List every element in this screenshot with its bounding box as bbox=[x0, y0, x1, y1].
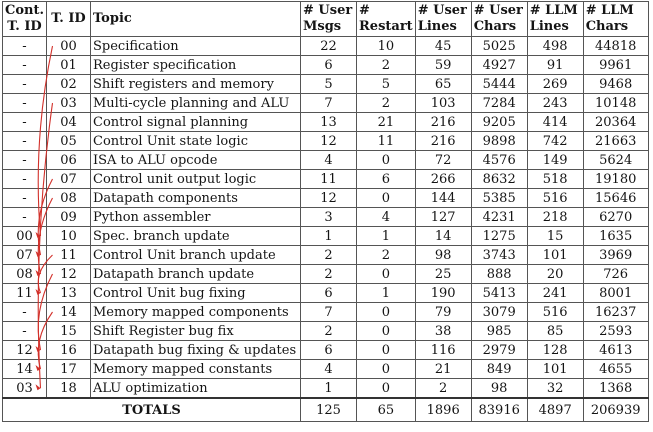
cell-restart: 11 bbox=[357, 132, 416, 151]
cell-restart: 2 bbox=[357, 94, 416, 113]
header-user-msgs: # User Msgs bbox=[301, 2, 357, 37]
cell-llm-lines: 218 bbox=[527, 208, 583, 227]
header-user-chars: # User Chars bbox=[471, 2, 527, 37]
cell-user-lines: 45 bbox=[415, 37, 471, 56]
table-row bbox=[3, 322, 649, 341]
cell-topic: Python assembler bbox=[91, 208, 301, 227]
cell-llm-lines: 15 bbox=[527, 227, 583, 246]
cell-tid: 17 bbox=[47, 360, 91, 379]
table-row bbox=[3, 246, 649, 265]
cell-llm-chars: 21663 bbox=[583, 132, 648, 151]
cell-user-lines: 59 bbox=[415, 56, 471, 75]
cell-cont-tid: 07 bbox=[3, 246, 47, 265]
cell-user-chars: 9898 bbox=[471, 132, 527, 151]
cell-topic: Shift registers and memory bbox=[91, 75, 301, 94]
cell-user-msgs: 12 bbox=[301, 132, 357, 151]
cell-topic: Control Unit branch update bbox=[91, 246, 301, 265]
cell-topic: Control Unit bug fixing bbox=[91, 284, 301, 303]
cell-user-lines: 25 bbox=[415, 265, 471, 284]
cell-topic: Spec. branch update bbox=[91, 227, 301, 246]
cell-user-lines: 65 bbox=[415, 75, 471, 94]
cell-tid: 03 bbox=[47, 94, 91, 113]
cell-user-chars: 3079 bbox=[471, 303, 527, 322]
cell-tid: 14 bbox=[47, 303, 91, 322]
cell-tid: 18 bbox=[47, 379, 91, 399]
cell-cont-tid: 08 bbox=[3, 265, 47, 284]
cell-user-lines: 144 bbox=[415, 189, 471, 208]
table-row bbox=[3, 151, 649, 170]
cell-restart: 0 bbox=[357, 303, 416, 322]
cell-cont-tid: - bbox=[3, 208, 47, 227]
cell-llm-lines: 498 bbox=[527, 37, 583, 56]
cell-user-lines: 2 bbox=[415, 379, 471, 399]
header-llm-chars: # LLM Chars bbox=[583, 2, 648, 37]
cell-topic: Register specification bbox=[91, 56, 301, 75]
cell-llm-lines: 414 bbox=[527, 113, 583, 132]
cell-llm-lines: 101 bbox=[527, 360, 583, 379]
cell-user-chars: 5385 bbox=[471, 189, 527, 208]
cell-llm-lines: 241 bbox=[527, 284, 583, 303]
cell-restart: 0 bbox=[357, 379, 416, 399]
cell-tid: 11 bbox=[47, 246, 91, 265]
cell-llm-chars: 6270 bbox=[583, 208, 648, 227]
cell-user-chars: 1275 bbox=[471, 227, 527, 246]
cell-user-msgs: 6 bbox=[301, 284, 357, 303]
cell-topic: ISA to ALU opcode bbox=[91, 151, 301, 170]
cell-user-chars: 4576 bbox=[471, 151, 527, 170]
cell-restart: 0 bbox=[357, 360, 416, 379]
cell-user-msgs: 5 bbox=[301, 75, 357, 94]
cell-user-lines: 98 bbox=[415, 246, 471, 265]
cell-user-chars: 7284 bbox=[471, 94, 527, 113]
cell-restart: 10 bbox=[357, 37, 416, 56]
cell-llm-lines: 742 bbox=[527, 132, 583, 151]
cell-tid: 01 bbox=[47, 56, 91, 75]
cell-user-lines: 190 bbox=[415, 284, 471, 303]
cell-user-msgs: 4 bbox=[301, 151, 357, 170]
cell-tid: 13 bbox=[47, 284, 91, 303]
cell-user-chars: 2979 bbox=[471, 341, 527, 360]
header-llm-lines: # LLM Lines bbox=[527, 2, 583, 37]
cell-user-lines: 72 bbox=[415, 151, 471, 170]
table-row bbox=[3, 132, 649, 151]
header-restart: # Restart bbox=[357, 2, 416, 37]
cell-llm-lines: 516 bbox=[527, 303, 583, 322]
cell-cont-tid: - bbox=[3, 322, 47, 341]
cell-user-lines: 38 bbox=[415, 322, 471, 341]
table-row bbox=[3, 113, 649, 132]
cell-user-chars: 9205 bbox=[471, 113, 527, 132]
table-row bbox=[3, 341, 649, 360]
table-container bbox=[2, 1, 649, 422]
cell-restart: 0 bbox=[357, 265, 416, 284]
totals-user-lines: 1896 bbox=[415, 398, 471, 422]
cell-topic: Control unit output logic bbox=[91, 170, 301, 189]
cell-restart: 1 bbox=[357, 227, 416, 246]
cell-topic: Memory mapped components bbox=[91, 303, 301, 322]
cell-tid: 00 bbox=[47, 37, 91, 56]
table-row bbox=[3, 189, 649, 208]
table-row bbox=[3, 284, 649, 303]
cell-user-msgs: 1 bbox=[301, 379, 357, 399]
totals-llm-lines: 4897 bbox=[527, 398, 583, 422]
cell-user-msgs: 3 bbox=[301, 208, 357, 227]
cell-llm-chars: 726 bbox=[583, 265, 648, 284]
cell-tid: 08 bbox=[47, 189, 91, 208]
cell-user-chars: 985 bbox=[471, 322, 527, 341]
cell-tid: 12 bbox=[47, 265, 91, 284]
header-row bbox=[3, 2, 649, 37]
cell-user-msgs: 1 bbox=[301, 227, 357, 246]
totals-user-msgs: 125 bbox=[301, 398, 357, 422]
cell-llm-lines: 149 bbox=[527, 151, 583, 170]
header-user-lines: # User Lines bbox=[415, 2, 471, 37]
cell-llm-chars: 9468 bbox=[583, 75, 648, 94]
cell-user-lines: 103 bbox=[415, 94, 471, 113]
cell-llm-chars: 10148 bbox=[583, 94, 648, 113]
cell-user-chars: 4231 bbox=[471, 208, 527, 227]
cell-user-msgs: 22 bbox=[301, 37, 357, 56]
cell-llm-chars: 44818 bbox=[583, 37, 648, 56]
cell-user-lines: 127 bbox=[415, 208, 471, 227]
cell-restart: 2 bbox=[357, 56, 416, 75]
table-row bbox=[3, 360, 649, 379]
cell-restart: 0 bbox=[357, 322, 416, 341]
cell-cont-tid: - bbox=[3, 189, 47, 208]
cell-user-chars: 5444 bbox=[471, 75, 527, 94]
cell-llm-lines: 101 bbox=[527, 246, 583, 265]
cell-llm-lines: 20 bbox=[527, 265, 583, 284]
cell-restart: 5 bbox=[357, 75, 416, 94]
cell-topic: Datapath components bbox=[91, 189, 301, 208]
cell-cont-tid: - bbox=[3, 75, 47, 94]
cell-cont-tid: - bbox=[3, 303, 47, 322]
cell-restart: 2 bbox=[357, 246, 416, 265]
cell-user-chars: 3743 bbox=[471, 246, 527, 265]
cell-tid: 04 bbox=[47, 113, 91, 132]
table-row bbox=[3, 265, 649, 284]
data-table bbox=[2, 1, 649, 422]
cell-llm-chars: 20364 bbox=[583, 113, 648, 132]
table-row bbox=[3, 227, 649, 246]
table-row bbox=[3, 170, 649, 189]
table-row bbox=[3, 379, 649, 399]
cell-user-lines: 79 bbox=[415, 303, 471, 322]
cell-llm-chars: 4613 bbox=[583, 341, 648, 360]
cell-cont-tid: 14 bbox=[3, 360, 47, 379]
cell-topic: Control Unit state logic bbox=[91, 132, 301, 151]
totals-label: TOTALS bbox=[3, 398, 301, 422]
table-row bbox=[3, 94, 649, 113]
cell-llm-chars: 19180 bbox=[583, 170, 648, 189]
cell-cont-tid: - bbox=[3, 113, 47, 132]
cell-tid: 09 bbox=[47, 208, 91, 227]
cell-cont-tid: - bbox=[3, 94, 47, 113]
cell-tid: 15 bbox=[47, 322, 91, 341]
cell-llm-chars: 15646 bbox=[583, 189, 648, 208]
cell-user-msgs: 11 bbox=[301, 170, 357, 189]
cell-user-msgs: 13 bbox=[301, 113, 357, 132]
cell-user-chars: 4927 bbox=[471, 56, 527, 75]
cell-cont-tid: - bbox=[3, 151, 47, 170]
cell-tid: 05 bbox=[47, 132, 91, 151]
cell-user-lines: 216 bbox=[415, 113, 471, 132]
cell-user-msgs: 7 bbox=[301, 94, 357, 113]
table-row bbox=[3, 303, 649, 322]
cell-cont-tid: 12 bbox=[3, 341, 47, 360]
cell-topic: Shift Register bug fix bbox=[91, 322, 301, 341]
cell-llm-lines: 243 bbox=[527, 94, 583, 113]
cell-llm-chars: 1635 bbox=[583, 227, 648, 246]
cell-user-chars: 888 bbox=[471, 265, 527, 284]
cell-user-msgs: 12 bbox=[301, 189, 357, 208]
cell-topic: Memory mapped constants bbox=[91, 360, 301, 379]
cell-restart: 6 bbox=[357, 170, 416, 189]
cell-llm-chars: 16237 bbox=[583, 303, 648, 322]
cell-topic: Datapath branch update bbox=[91, 265, 301, 284]
cell-llm-lines: 516 bbox=[527, 189, 583, 208]
cell-restart: 21 bbox=[357, 113, 416, 132]
header-topic: Topic bbox=[91, 2, 301, 37]
cell-user-lines: 216 bbox=[415, 132, 471, 151]
cell-user-chars: 5413 bbox=[471, 284, 527, 303]
cell-cont-tid: 00 bbox=[3, 227, 47, 246]
cell-topic: ALU optimization bbox=[91, 379, 301, 399]
cell-tid: 10 bbox=[47, 227, 91, 246]
cell-user-chars: 98 bbox=[471, 379, 527, 399]
cell-llm-lines: 269 bbox=[527, 75, 583, 94]
cell-user-msgs: 6 bbox=[301, 56, 357, 75]
cell-cont-tid: - bbox=[3, 37, 47, 56]
table-row bbox=[3, 56, 649, 75]
cell-llm-lines: 85 bbox=[527, 322, 583, 341]
table-row bbox=[3, 37, 649, 56]
cell-restart: 1 bbox=[357, 284, 416, 303]
header-cont-tid: Cont. T. ID bbox=[3, 2, 47, 37]
cell-user-msgs: 2 bbox=[301, 322, 357, 341]
cell-cont-tid: - bbox=[3, 132, 47, 151]
cell-topic: Datapath bug fixing & updates bbox=[91, 341, 301, 360]
totals-user-chars: 83916 bbox=[471, 398, 527, 422]
cell-user-chars: 8632 bbox=[471, 170, 527, 189]
cell-llm-chars: 5624 bbox=[583, 151, 648, 170]
cell-restart: 4 bbox=[357, 208, 416, 227]
table-row bbox=[3, 208, 649, 227]
totals-llm-chars: 206939 bbox=[583, 398, 648, 422]
cell-llm-chars: 9961 bbox=[583, 56, 648, 75]
cell-user-msgs: 7 bbox=[301, 303, 357, 322]
cell-user-chars: 849 bbox=[471, 360, 527, 379]
cell-llm-lines: 91 bbox=[527, 56, 583, 75]
cell-llm-chars: 2593 bbox=[583, 322, 648, 341]
cell-user-msgs: 4 bbox=[301, 360, 357, 379]
cell-restart: 0 bbox=[357, 341, 416, 360]
cell-user-msgs: 2 bbox=[301, 246, 357, 265]
cell-user-chars: 5025 bbox=[471, 37, 527, 56]
cell-topic: Specification bbox=[91, 37, 301, 56]
cell-topic: Control signal planning bbox=[91, 113, 301, 132]
cell-llm-chars: 3969 bbox=[583, 246, 648, 265]
cell-user-msgs: 6 bbox=[301, 341, 357, 360]
cell-cont-tid: - bbox=[3, 56, 47, 75]
cell-restart: 0 bbox=[357, 151, 416, 170]
cell-topic: Multi-cycle planning and ALU bbox=[91, 94, 301, 113]
cell-tid: 06 bbox=[47, 151, 91, 170]
cell-user-lines: 14 bbox=[415, 227, 471, 246]
cell-llm-chars: 4655 bbox=[583, 360, 648, 379]
totals-restart: 65 bbox=[357, 398, 416, 422]
cell-user-lines: 266 bbox=[415, 170, 471, 189]
cell-llm-lines: 32 bbox=[527, 379, 583, 399]
cell-llm-lines: 128 bbox=[527, 341, 583, 360]
totals-row bbox=[3, 398, 649, 422]
cell-tid: 02 bbox=[47, 75, 91, 94]
cell-user-lines: 116 bbox=[415, 341, 471, 360]
cell-tid: 16 bbox=[47, 341, 91, 360]
header-tid: T. ID bbox=[47, 2, 91, 37]
cell-cont-tid: 11 bbox=[3, 284, 47, 303]
table-row bbox=[3, 75, 649, 94]
cell-cont-tid: 03 bbox=[3, 379, 47, 399]
cell-llm-chars: 8001 bbox=[583, 284, 648, 303]
cell-user-lines: 21 bbox=[415, 360, 471, 379]
cell-llm-chars: 1368 bbox=[583, 379, 648, 399]
cell-cont-tid: - bbox=[3, 170, 47, 189]
cell-llm-lines: 518 bbox=[527, 170, 583, 189]
cell-restart: 0 bbox=[357, 189, 416, 208]
cell-tid: 07 bbox=[47, 170, 91, 189]
cell-user-msgs: 2 bbox=[301, 265, 357, 284]
